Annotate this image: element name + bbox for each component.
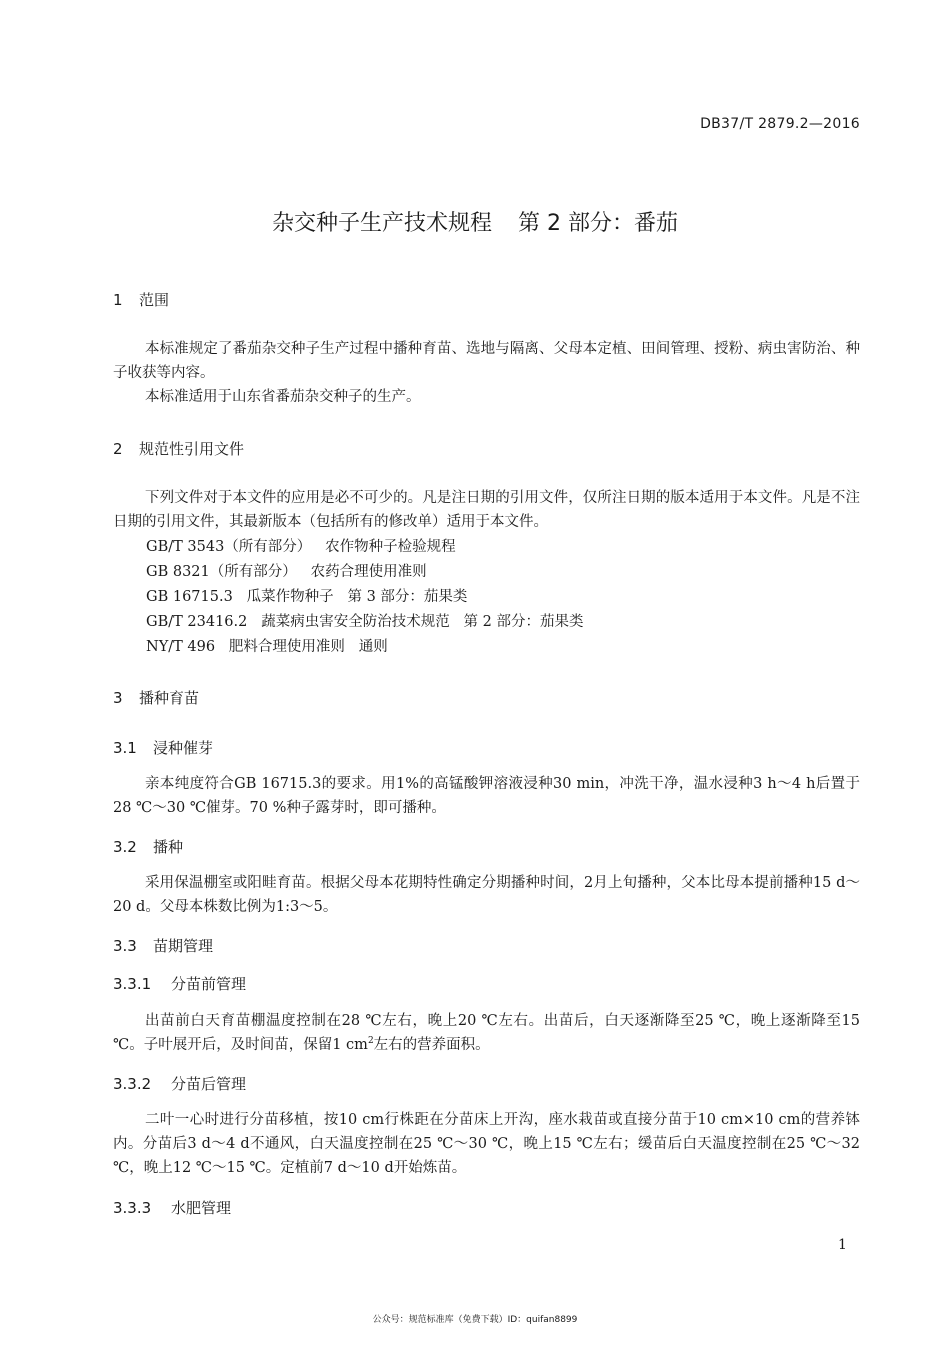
paragraph: 下列文件对于本文件的应用是必不可少的。凡是注日期的引用文件，仅所注日期的版本适用于本文件。凡是不注日期的引用文件，其最新版本（包括所有的修改单）适用于本文件。 [113, 490, 860, 530]
subsection-heading: 3.2 播种 [113, 838, 184, 856]
paragraph: 本标准规定了番茄杂交种子生产过程中播种育苗、选地与隔离、父母本定植、田间管理、授粉、病虫害防治、种子收获等内容。 [113, 341, 860, 381]
subsection-heading: 3.3 苗期管理 [113, 937, 214, 955]
subsection-heading: 3.1 浸种催芽 [113, 739, 214, 757]
reference-item: GB/T 3543（所有部分） 农作物种子检验规程 [146, 539, 456, 555]
reference-item: NY/T 496 肥料合理使用准则 通则 [146, 639, 388, 655]
page-number: 1 [838, 1237, 847, 1253]
reference-item: GB/T 23416.2 蔬菜病虫害安全防治技术规范 第 2 部分：茄果类 [146, 614, 584, 630]
watermark-footer: 公众号：规范标准库（免费下载）ID：quifan8899 [372, 1315, 578, 1325]
paragraph: 出苗前白天育苗棚温度控制在28 ℃左右，晚上20 ℃左右。出苗后，白天逐渐降至25 ℃，晚上逐渐降至15 ℃。子叶展开后，及时间苗，保留1 $cm^2$左右的营养面积。 [113, 1013, 860, 1053]
paragraph: 二叶一心时进行分苗移植，按10 cm行株距在分苗床上开沟，座水栽苗或直接分苗于10 cm×10 cm的营养钵内。分苗后3 d～4 d不通风，白天温度控制在25 ℃～30 ℃，晚上15 ℃左右；缓苗后白天温度控制在25 ℃～32 ℃，晚上12 ℃～15 ℃。定植前7 d～10 d开始炼苗。 [113, 1112, 860, 1176]
section-heading: 1 范围 [113, 291, 170, 309]
document-title [0, 206, 950, 237]
subsubsection-heading: 3.3.3 水肥管理 [113, 1199, 232, 1217]
title-part: 第 2 部分：番茄 [518, 211, 678, 236]
paragraph: 采用保温棚室或阳畦育苗。根据父母本花期特性确定分期播种时间，2月上旬播种，父本比母本提前播种15 d～20 d。父母本株数比例为1:3～5。 [113, 875, 860, 915]
reference-item: GB 8321（所有部分） 农药合理使用准则 [146, 564, 427, 580]
reference-item: GB 16715.3 瓜菜作物种子 第 3 部分：茄果类 [146, 589, 468, 605]
section-heading: 3 播种育苗 [113, 689, 200, 707]
section-heading: 2 规范性引用文件 [113, 440, 245, 458]
document-code: DB37/T 2879.2—2016 [700, 116, 860, 132]
subsubsection-heading: 3.3.2 分苗后管理 [113, 1075, 247, 1093]
title-main: 杂交种子生产技术规程 [272, 211, 493, 236]
paragraph: 亲本纯度符合GB 16715.3的要求。用1%的高锰酸钾溶液浸种30 min，冲洗干净，温水浸种3 h～4 h后置于28 ℃～30 ℃催芽。70 %种子露芽时，即可播种。 [113, 776, 860, 816]
paragraph: 本标准适用于山东省番茄杂交种子的生产。 [145, 389, 421, 405]
subsubsection-heading: 3.3.1 分苗前管理 [113, 975, 247, 993]
